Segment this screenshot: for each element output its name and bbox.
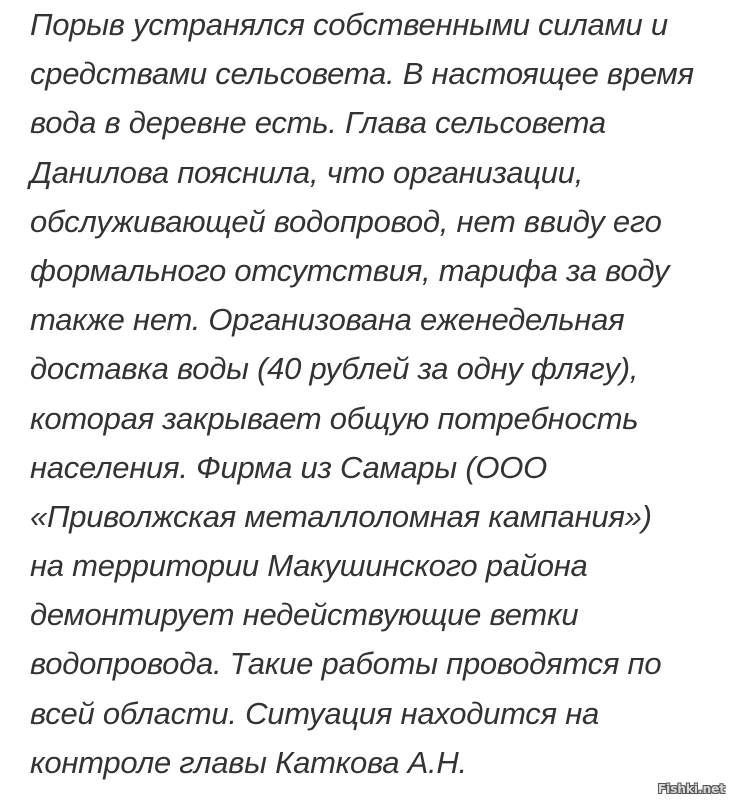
- article-line: средствами сельсовета. В настоящее время: [30, 56, 694, 92]
- article-line: обслуживающей водопровод, нет ввиду его: [30, 203, 662, 239]
- article-line: демонтирует недействующие ветки: [30, 597, 579, 633]
- article-line: доставка воды (40 рублей за одну флягу),: [30, 351, 639, 387]
- article-line: на территории Макушинского района: [30, 548, 588, 584]
- article-line: водопровода. Такие работы проводятся по: [30, 646, 662, 682]
- article-line: которая закрывает общую потребность: [30, 400, 639, 436]
- watermark-logo: Fishki.net: [657, 782, 725, 796]
- article-line: населения. Фирма из Самары (ООО: [30, 449, 548, 485]
- article-line: Данилова пояснила, что организации,: [30, 154, 584, 190]
- article-line: контроле главы Каткова А.Н.: [30, 744, 467, 780]
- article-line: формального отсутствия, тарифа за воду: [30, 252, 670, 288]
- article-line: «Приволжская металлоломная кампания»): [30, 498, 652, 534]
- article-line: Порыв устранялся собственными силами и: [30, 7, 668, 42]
- article-line: всей области. Ситуация находится на: [30, 695, 600, 731]
- article-line: также нет. Организована еженедельная: [30, 302, 625, 338]
- article-line: вода в деревне есть. Глава сельсовета: [30, 105, 606, 141]
- article-text: [30, 0, 730, 787]
